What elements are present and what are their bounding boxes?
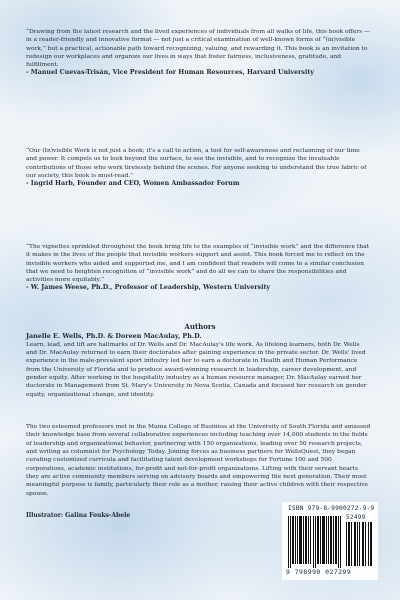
authors-heading: Authors — [184, 322, 216, 331]
endorsement-quote: “Our (In)visible Work is not just a book; it's a call to action, a tool for self-awareness and reclaiming of our time and power. It compels us to look beyond the surface, to see the invisible, and to recognize the invaluable contributions of those who work tirelessly behind the scenes. For anyone seeking to understand the true fabric of our society, this book is must-read.” — [26, 148, 367, 179]
isbn-number: ISBN 979-8-9900272-9-9 — [288, 505, 375, 512]
endorsement-quote: “The vignettes sprinkled throughout the book bring life to the examples of “invisible work” and the difference that it makes in the lives of the people that invisible workers support and assist. This book forced me to reflect on the invisible workers who aided and supported me, and I am confident that readers will come to a similar conclusion that we need to heighten recognition of “invisible work” and do all we can to share the responsibilities and activities more equitably.” — [26, 244, 369, 284]
authors-bio-paragraph-2: The two esteemed professors met in the Muma College of Business at the University of South Florida and amassed their knowledge base from several collaborative experiences including teaching over 14,000 students in the fields of leadership and organizational behavior, partnering with 150 organizations, leading over 50 research projects, and writing as columnist for Psychology Today. Joining forces as business partners for WellsQuest, they began curating customized curricula and facilitating talent development workshops for Fortune 100 and 500 corporations, academic institutions, for-profit and not-for-profit organizations. Lifting with their servant hearts they are active community members serving on advisory boards and empowering the next generation. Their most meaningful purpose is family, particularly their role as a mother, raising their active children with their respective spouse. — [26, 424, 371, 497]
authors-names: Janelle E. Wells, Ph.D. & Doreen MacAulay, Ph.D. — [26, 332, 202, 340]
endorsement-attribution: - W. James Weese, Ph.D., Professor of Leadership, Western University — [26, 284, 271, 292]
authors-bio-2 — [26, 423, 372, 498]
barcode-ean-digits: 9 798990 027299 — [286, 568, 352, 576]
barcode — [282, 502, 378, 580]
endorsement-2 — [26, 147, 372, 189]
endorsement-3 — [26, 243, 372, 293]
endorsement-1 — [26, 28, 372, 78]
endorsement-quote: “Drawing from the latest research and the lived experiences of individuals from all walks of life, this book offers — in a reader-friendly and innovative format — not just a critical examination of well-known forms of “(in)visible work,” but a practical, actionable path toward recognizing, valuing, and rewarding it. This book is an invitation to redesign our workplaces and organize our lives in ways that foster fairness, inclusiveness, gratitude, and fulfillment. — [26, 29, 370, 69]
barcode-addon-digits: 52499 — [346, 514, 366, 521]
authors-bio-paragraph-1: Learn, lead, and lift are hallmarks of Dr. Wells and Dr. MacAulay's life work. As lifelong learners, both Dr. Wells and Dr. MacAulay returned to earn their doctorates after gaining experience in the private sector. Dr. Wells' lived experience in the male-prevalent sport industry led her to earn a doctorate in Health and Human Performance from the University of Florida and to produce award-winning research in leadership, career development, and gender equity. After working in the hospitality industry as a human resource manager, Dr. MacAulay earned her doctorate in Management from St. Mary's University in Nova Scotia, Canada and focused her research on gender equity, organizational change, and identity. — [26, 341, 367, 398]
illustrator-credit: Illustrator: Galina Fouks-Abele — [26, 512, 131, 519]
authors-section — [26, 332, 372, 399]
endorsement-attribution: - Manuel Cuevas-Trisán, Vice President for Human Resources, Harvard University — [26, 69, 314, 77]
endorsement-attribution: - Ingrid Harb, Founder and CEO, Women Ambassador Forum — [26, 180, 240, 188]
barcode-addon-bars — [346, 522, 372, 566]
barcode-bars — [288, 516, 342, 568]
